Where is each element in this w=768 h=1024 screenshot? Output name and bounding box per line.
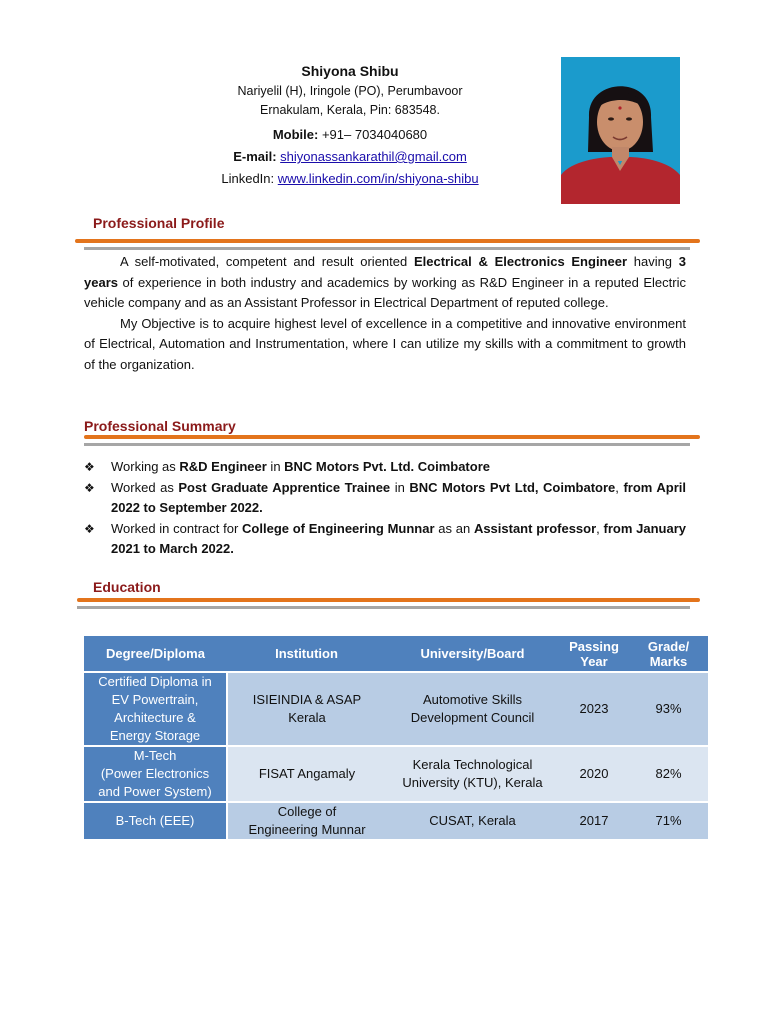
- cell-year: 2020: [559, 746, 629, 802]
- profile-paragraph-1: A self-motivated, competent and result oriented Electrical & Electronics Engineer having 3 years of experience in both industry and academics by working as R&D Engineer in a reputed Electric vehicle company and as an Assistant Professor in Electrical Department of reputed college.: [84, 254, 686, 310]
- education-table: [84, 636, 708, 839]
- section-title-profile: Professional Profile: [93, 215, 225, 231]
- cell-degree: Certified Diploma in EV Powertrain, Architecture & Energy Storage: [84, 672, 227, 746]
- table-header-row: [84, 636, 708, 672]
- section-title-education: Education: [93, 579, 161, 595]
- col-header-grade: Grade/ Marks: [629, 636, 708, 672]
- list-item: ❖ Worked in contract for College of Engineering Munnar as an Assistant professor, from January 2021 to March 2022.: [84, 520, 686, 556]
- candidate-name: Shiyona Shibu: [301, 63, 399, 79]
- linkedin-link[interactable]: www.linkedin.com/in/shiyona-shibu: [277, 171, 479, 186]
- cell-institution: College of Engineering Munnar: [227, 802, 386, 839]
- portrait-illustration: [561, 57, 680, 204]
- section-rule-gray: [84, 247, 690, 250]
- diamond-bullet-icon: ❖: [84, 521, 95, 536]
- section-rule-gray: [84, 443, 690, 446]
- section-rule-orange: [75, 239, 700, 243]
- linkedin-label: LinkedIn:: [221, 171, 275, 186]
- cell-year: 2017: [559, 802, 629, 839]
- col-header-university: University/Board: [386, 636, 559, 672]
- section-rule-gray: [77, 606, 690, 609]
- address-line-2: Ernakulam, Kerala, Pin: 683548.: [260, 103, 440, 117]
- table-row: [84, 746, 708, 802]
- cell-grade: 93%: [629, 672, 708, 746]
- section-rule-orange: [77, 598, 700, 602]
- profile-paragraph-2: My Objective is to acquire highest level of excellence in a competitive and innovative environment of Electrical, Automation and Instrumentation, where I can utilize my skills with a commitment to growth of the organization.: [84, 315, 686, 372]
- list-item: ❖ Worked as Post Graduate Apprentice Trainee in BNC Motors Pvt Ltd, Coimbatore, from April 2022 to September 2022.: [84, 479, 686, 515]
- cell-grade: 82%: [629, 746, 708, 802]
- col-header-degree: Degree/Diploma: [84, 636, 227, 672]
- summary-list: [84, 457, 686, 560]
- cell-university: Automotive Skills Development Council: [386, 672, 559, 746]
- section-rule-orange: [84, 435, 700, 439]
- profile-photo: [561, 57, 680, 204]
- profile-text: [84, 252, 686, 375]
- cell-year: 2023: [559, 672, 629, 746]
- section-title-summary: Professional Summary: [84, 418, 236, 434]
- cell-university: Kerala Technological University (KTU), Kerala: [386, 746, 559, 802]
- cell-degree: B-Tech (EEE): [84, 802, 227, 839]
- email-link[interactable]: shiyonassankarathil@gmail.com: [280, 149, 467, 164]
- mobile-value: +91– 7034040680: [321, 127, 428, 142]
- email-label: E-mail:: [233, 149, 277, 164]
- col-header-year: Passing Year: [559, 636, 629, 672]
- cell-grade: 71%: [629, 802, 708, 839]
- mobile-label: Mobile:: [272, 127, 319, 142]
- table-row: [84, 672, 708, 746]
- cell-institution: ISIEINDIA & ASAP Kerala: [227, 672, 386, 746]
- table-row: [84, 802, 708, 839]
- col-header-institution: Institution: [227, 636, 386, 672]
- diamond-bullet-icon: ❖: [84, 480, 95, 495]
- cell-university: CUSAT, Kerala: [386, 802, 559, 839]
- address-line-1: Nariyelil (H), Iringole (PO), Perumbavoor: [237, 84, 463, 98]
- list-item: ❖ Working as R&D Engineer in BNC Motors Pvt. Ltd. Coimbatore: [84, 457, 686, 478]
- cell-degree: M-Tech (Power Electronics and Power System): [84, 746, 227, 802]
- cell-institution: FISAT Angamaly: [227, 746, 386, 802]
- diamond-bullet-icon: ❖: [84, 460, 95, 474]
